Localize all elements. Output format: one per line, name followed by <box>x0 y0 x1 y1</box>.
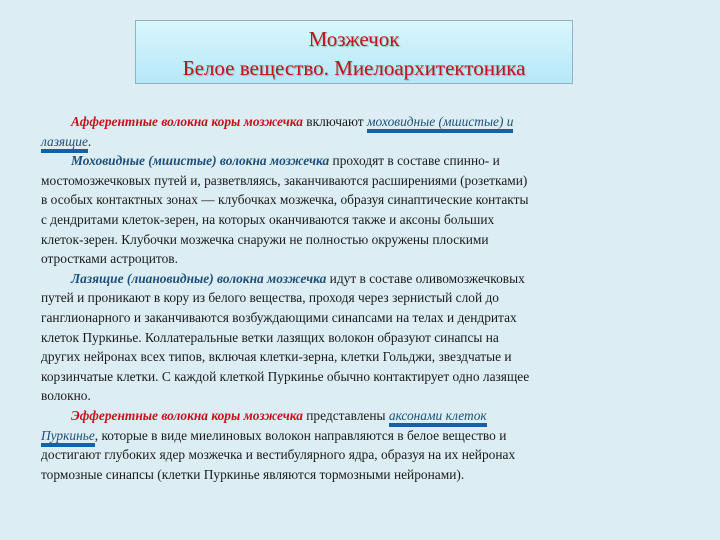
emphasis-term: Эфферентные волокна коры мозжечка <box>71 407 303 423</box>
text-line <box>41 112 641 132</box>
text-line <box>41 269 641 289</box>
slide-title-box <box>135 20 573 84</box>
body-text: клеток Пуркинье. Коллатеральные ветки лазящих волокон образуют синапсы на <box>41 329 499 345</box>
body-text: клеток-зерен. Клубочки мозжечка снаружи не полностью окружены плоскими <box>41 231 489 247</box>
body-text: достигают глубоких ядер мозжечка и вестибулярного ядра, образуя на их нейронах <box>41 447 516 463</box>
text-line <box>41 367 641 387</box>
body-text: , которые в виде миелиновых волокон направляются в белое вещество и <box>94 427 507 443</box>
slide-subtitle: Белое вещество. Миелоархитектоника <box>182 56 526 80</box>
body-text: с дендритами клеток-зерен, на которых оканчиваются также и аксоны больших <box>41 211 495 227</box>
body-text: включают <box>302 114 367 129</box>
body-text: представлены <box>302 407 389 423</box>
text-line <box>41 288 641 308</box>
body-text: в особых контактных зонах — клубочках мозжечка, образуя синаптические контакты <box>41 192 529 208</box>
body-text: ганглионарного и заканчиваются возбуждающими синапсами на телах и дендритах <box>41 309 517 325</box>
body-text: проходят в составе спинно- и <box>329 153 500 169</box>
body-text: идут в составе оливомозжечковых <box>326 270 525 286</box>
emphasis-term: Моховидные (мшистые) волокна мозжечка <box>71 153 330 169</box>
body-text: корзинчатые клетки. С каждой клеткой Пуркинье обычно контактирует одно лазящее <box>41 368 530 384</box>
text-line <box>41 445 641 465</box>
text-line <box>41 132 641 152</box>
body-text: тормозные синапсы (клетки Пуркинье являются тормозными нейронами). <box>41 466 465 482</box>
slide-body-text <box>41 112 641 484</box>
hyperlink-text[interactable]: моховидные (мшистые) и <box>367 114 514 133</box>
body-text: волокно. <box>41 388 91 404</box>
body-text: . <box>87 133 92 149</box>
emphasis-term: Лазящие (лиановидные) волокна мозжечка <box>71 270 327 286</box>
text-line <box>41 210 641 230</box>
hyperlink-text[interactable]: Пуркинье <box>41 428 95 447</box>
text-line <box>41 426 641 446</box>
text-line <box>41 151 641 171</box>
text-line <box>41 347 641 367</box>
body-text: других нейронах всех типов, включая клетки-зерна, клетки Гольджи, звездчатые и <box>41 349 512 365</box>
text-line <box>41 308 641 328</box>
body-text: мостомозжечковых путей и, разветвляясь, заканчиваются расширениями (розетками) <box>41 172 528 188</box>
body-text: отростками астроцитов. <box>41 251 178 267</box>
slide-title: Мозжечок <box>308 27 400 51</box>
text-line <box>41 171 641 191</box>
text-line <box>41 249 641 269</box>
hyperlink-text[interactable]: аксонами клеток <box>389 408 487 427</box>
text-line <box>41 230 641 250</box>
text-line <box>41 406 641 426</box>
text-line <box>41 386 641 406</box>
emphasis-term: Афферентные волокна коры мозжечка <box>71 114 303 129</box>
body-text: путей и проникают в кору из белого вещества, проходя через зернистый слой до <box>41 290 499 306</box>
hyperlink-text[interactable]: лазящие <box>41 134 88 153</box>
text-line <box>41 465 641 485</box>
text-line <box>41 190 641 210</box>
text-line <box>41 328 641 348</box>
